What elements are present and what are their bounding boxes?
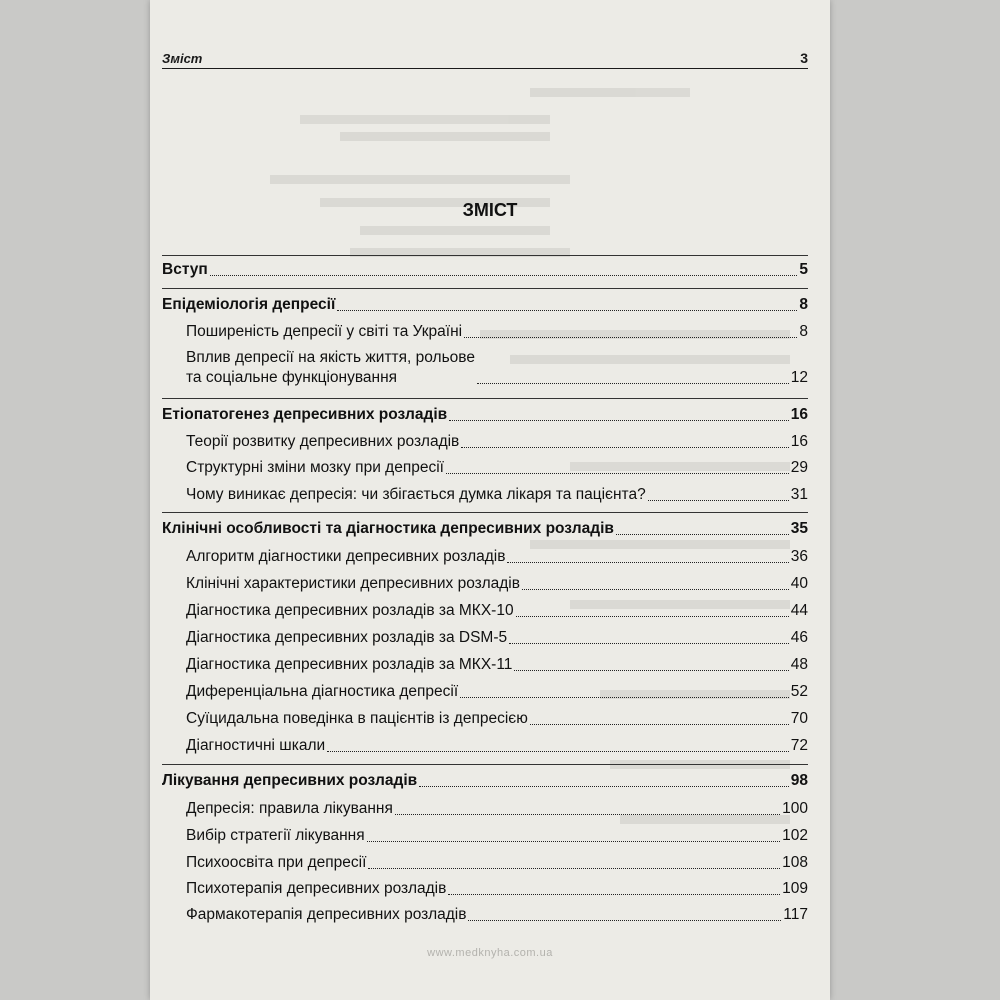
entry-page: 16	[790, 406, 808, 423]
toc-entry-subsection[interactable]	[186, 572, 808, 594]
leader-dots	[395, 814, 780, 815]
toc-heading: ЗМІСТ	[462, 200, 518, 220]
toc-entry-subsection[interactable]	[186, 483, 808, 505]
leader-dots	[448, 894, 780, 895]
leader-dots	[460, 697, 789, 698]
running-head-title: Зміст	[162, 51, 203, 66]
toc-entry-subsection[interactable]	[186, 545, 808, 567]
toc-entry-section[interactable]	[162, 293, 808, 315]
section-divider	[162, 512, 808, 513]
leader-dots	[368, 868, 780, 869]
entry-title: Лікування депресивних розладів	[162, 772, 418, 789]
leader-dots	[464, 337, 797, 338]
toc-entry-section[interactable]	[162, 517, 808, 539]
entry-title: Диференціальна діагностика депресії	[186, 683, 459, 700]
entry-title	[186, 348, 475, 388]
entry-title: Клінічні особливості та діагностика депресивних розладів	[162, 520, 614, 537]
entry-title: Діагностика депресивних розладів за МКХ-10	[186, 602, 514, 619]
entry-page: 5	[799, 261, 808, 278]
leader-dots	[514, 670, 788, 671]
entry-page: 48	[790, 656, 808, 673]
entry-title: Теорії розвитку депресивних розладів	[186, 433, 460, 450]
entry-page: 109	[782, 880, 808, 897]
entry-title: Фармакотерапія депресивних розладів	[186, 906, 467, 923]
leader-dots	[522, 589, 789, 590]
entry-page: 31	[790, 486, 808, 503]
entry-page: 102	[782, 827, 808, 844]
leader-dots	[367, 841, 780, 842]
entry-title-line1: Вплив депресії на якість життя, рольове	[186, 349, 475, 366]
entry-title: Депресія: правила лікування	[186, 800, 393, 817]
entry-page: 36	[790, 548, 808, 565]
entry-page: 12	[790, 369, 808, 386]
leader-dots	[327, 751, 789, 752]
toc-entry-subsection[interactable]	[186, 456, 808, 478]
toc-entry-subsection[interactable]	[186, 680, 808, 702]
entry-title: Вступ	[162, 261, 208, 278]
entry-title: Алгоритм діагностики депресивних розладів	[186, 548, 506, 565]
leader-dots	[477, 383, 789, 384]
entry-title: Епідеміологія депресії	[162, 296, 336, 313]
entry-page: 72	[790, 737, 808, 754]
entry-page: 8	[799, 296, 808, 313]
entry-title: Діагностичні шкали	[186, 737, 326, 754]
toc-entry-subsection[interactable]	[186, 824, 808, 846]
leader-dots	[507, 562, 788, 563]
entry-page: 100	[782, 800, 808, 817]
toc-entry-section[interactable]	[162, 258, 808, 280]
leader-dots	[509, 643, 789, 644]
leader-dots	[337, 310, 797, 311]
entry-page: 44	[790, 602, 808, 619]
section-divider	[162, 255, 808, 256]
entry-page: 46	[790, 629, 808, 646]
toc-entry-subsection[interactable]	[186, 626, 808, 648]
toc-entry-subsection[interactable]	[186, 599, 808, 621]
book-page	[150, 0, 830, 1000]
entry-title: Психоосвіта при депресії	[186, 854, 367, 871]
entry-title: Вибір стратегії лікування	[186, 827, 365, 844]
entry-title: Діагностика депресивних розладів за DSM-5	[186, 629, 508, 646]
toc-entry-subsection[interactable]	[186, 877, 808, 899]
entry-page: 108	[782, 854, 808, 871]
section-divider	[162, 398, 808, 399]
leader-dots	[616, 534, 789, 535]
toc-entry-subsection[interactable]	[186, 430, 808, 452]
entry-title-line2: та соціальне функціонування	[186, 369, 398, 386]
toc-entry-section[interactable]	[162, 769, 808, 791]
leader-dots	[446, 473, 789, 474]
leader-dots	[468, 920, 781, 921]
toc-entry-subsection[interactable]	[186, 797, 808, 819]
entry-page: 8	[799, 323, 808, 340]
entry-page: 117	[783, 906, 808, 923]
toc-entry-subsection[interactable]	[186, 653, 808, 675]
leader-dots	[419, 786, 789, 787]
running-head	[162, 50, 808, 69]
toc-entry-subsection[interactable]	[186, 851, 808, 873]
leader-dots	[461, 447, 788, 448]
section-divider	[162, 288, 808, 289]
entry-page: 40	[790, 575, 808, 592]
entry-title: Чому виникає депресія: чи збігається думка лікаря та пацієнта?	[186, 486, 646, 503]
entry-page: 70	[790, 710, 808, 727]
toc-entry-section[interactable]	[162, 403, 808, 425]
entry-title: Суїцидальна поведінка в пацієнтів із депресією	[186, 710, 528, 727]
entry-title: Діагностика депресивних розладів за МКХ-11	[186, 656, 513, 673]
leader-dots	[648, 500, 789, 501]
leader-dots	[210, 275, 798, 276]
entry-title: Етіопатогенез депресивних розладів	[162, 406, 448, 423]
toc-entry-subsection[interactable]	[186, 903, 808, 925]
toc-entry-subsection[interactable]	[186, 707, 808, 729]
leader-dots	[449, 420, 789, 421]
footer-url: www.medknyha.com.ua	[427, 947, 553, 959]
entry-page: 98	[790, 772, 808, 789]
section-divider	[162, 764, 808, 765]
entry-title: Клінічні характеристики депресивних розладів	[186, 575, 520, 592]
entry-title: Поширеність депресії у світі та Україні	[186, 323, 463, 340]
entry-page: 35	[790, 520, 808, 537]
entry-page: 16	[790, 433, 808, 450]
entry-page: 52	[790, 683, 808, 700]
leader-dots	[516, 616, 789, 617]
toc-entry-subsection[interactable]	[186, 344, 808, 388]
entry-page: 29	[790, 459, 808, 476]
page-number: 3	[800, 50, 808, 66]
entry-title: Структурні зміни мозку при депресії	[186, 459, 444, 476]
entry-title: Психотерапія депресивних розладів	[186, 880, 447, 897]
leader-dots	[530, 724, 789, 725]
toc-entry-subsection[interactable]	[186, 320, 808, 342]
toc-entry-subsection[interactable]	[186, 734, 808, 756]
